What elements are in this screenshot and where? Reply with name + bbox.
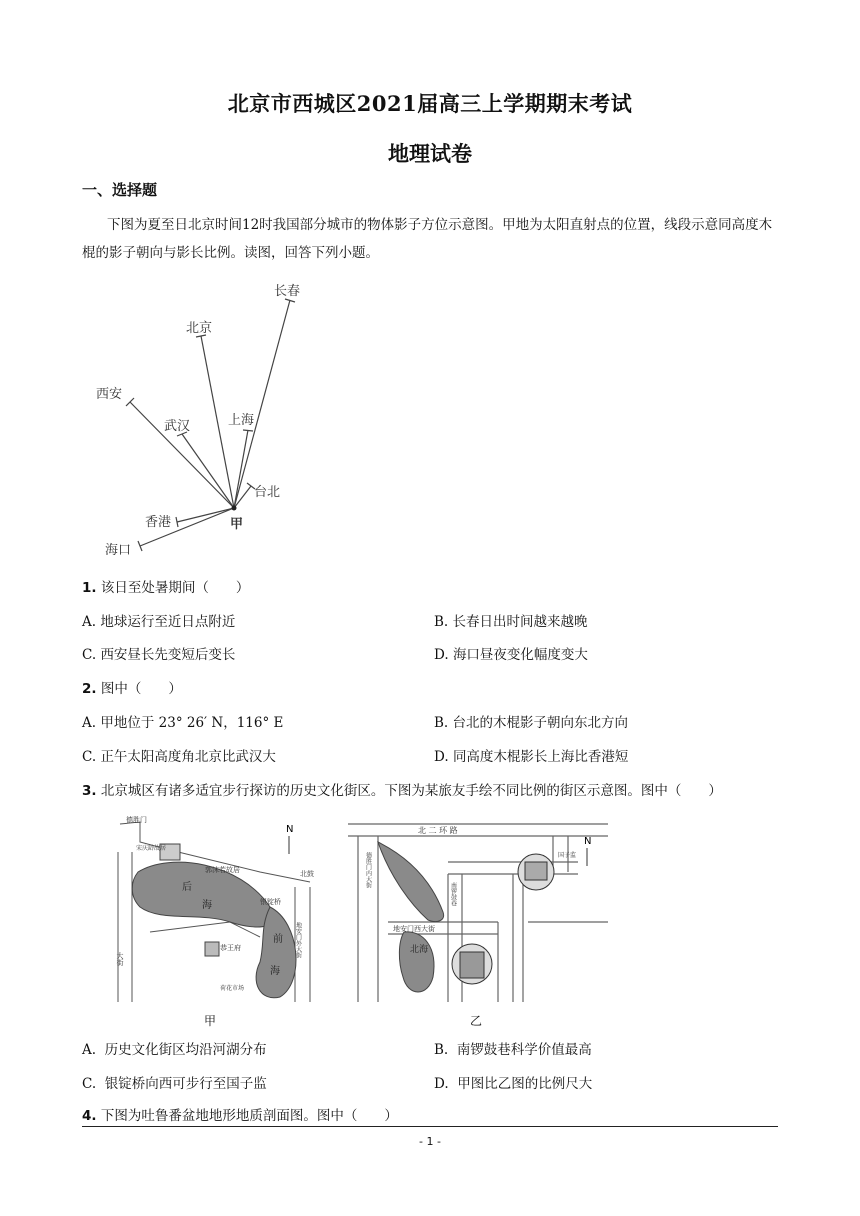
q3-option-c: C. 银锭桥向西可步行至国子监	[82, 1076, 267, 1092]
question-1	[82, 576, 249, 596]
map-b-lane: 南锣鼓巷	[449, 882, 457, 906]
map-a-lake-upper: 后	[182, 882, 192, 893]
map-b-north: N	[584, 836, 592, 847]
q3-option-a: A. 历史文化街区均沿河湖分布	[82, 1042, 267, 1058]
q1-option-a: A. 地球运行至近日点附近	[82, 614, 236, 630]
q2-option-a: A. 甲地位于 23° 26′ N，116° E	[82, 715, 284, 731]
map-a-misc1: 宋庆龄故居	[136, 845, 167, 852]
map-jia	[110, 812, 330, 1012]
q1-option-c: C. 西安昼长先变短后变长	[82, 647, 236, 663]
map-b-ring-road: 北 二 环 路	[418, 826, 458, 835]
page-title: 北京市西城区2021届高三上学期期末考试	[227, 91, 633, 116]
q3-option-d: D. 甲图比乙图的比例尺大	[434, 1076, 593, 1092]
city-label-changchun: 长春	[274, 284, 301, 299]
map-yi	[348, 812, 608, 1007]
q3-option-b: B. 南锣鼓巷科学价值最高	[434, 1042, 592, 1058]
map-a-palace1: 恭王府	[220, 944, 241, 952]
map-a-gate: 德胜门	[126, 816, 147, 824]
page-number: - 1 -	[419, 1135, 441, 1148]
map-b-lake: 北海	[410, 945, 429, 955]
city-label-taipei: 台北	[254, 485, 281, 500]
map-b-street1: 德胜门内大街	[364, 852, 372, 888]
city-label-wuhan: 武汉	[164, 419, 191, 434]
map-b-caption: 乙	[470, 1014, 483, 1028]
map-a-bridge: 银锭桥	[260, 898, 281, 906]
map-a-palace2: 郭沫若故居	[205, 866, 240, 874]
map-a-north: N	[286, 824, 294, 835]
city-label-xian: 西安	[96, 387, 123, 402]
map-a-drum: 北鼓	[300, 870, 314, 878]
map-a-lake-upper-2: 海	[202, 900, 212, 911]
page-subtitle: 地理试卷	[388, 141, 472, 166]
city-label-beijing: 北京	[186, 321, 213, 336]
q1-option-b: B. 长春日出时间越来越晚	[434, 614, 588, 630]
shadow-diagram	[90, 280, 320, 560]
map-a-lake-lower-2: 海	[270, 966, 280, 977]
question-text: 该日至处暑期间（ ）	[100, 580, 250, 596]
footer-divider	[82, 1126, 778, 1127]
map-a-caption: 甲	[204, 1014, 217, 1028]
center-label-jia: 甲	[230, 517, 244, 532]
city-label-shanghai: 上海	[228, 413, 255, 428]
city-label-haikou: 海口	[105, 543, 132, 558]
city-label-hongkong: 香港	[145, 515, 172, 530]
q2-option-d: D. 同高度木棍影长上海比香港短	[434, 749, 629, 765]
question-3: 3. 北京城区有诸多适宜步行探访的历史文化街区。下图为某旅友手绘不同比例的街区示意图。图中（ ）	[82, 783, 722, 799]
intro-paragraph: 下图为夏至日北京时间12时我国部分城市的物体影子方位示意图。甲地为太阳直射点的位置，线段示意同高度木棍的影子朝向与影长比例。读图，回答下列小题。	[82, 217, 773, 261]
map-a-road-a: 地安门外大街	[294, 922, 302, 958]
map-b-guozijian: 国子监	[558, 852, 577, 859]
question-2: 2. 图中（ ）	[82, 681, 182, 697]
q2-option-b: B. 台北的木棍影子朝向东北方向	[434, 715, 629, 731]
question-4: 4. 下图为吐鲁番盆地地形地质剖面图。图中（ ）	[82, 1108, 398, 1124]
q2-option-c: C. 正午太阳高度角北京比武汉大	[82, 749, 276, 765]
map-b-street2: 地安门西大街	[393, 925, 435, 933]
section-heading: 一、选择题	[82, 181, 158, 199]
question-number: 1.	[82, 580, 97, 596]
map-a-lake-lower: 前	[273, 934, 283, 945]
q1-option-d: D. 海口昼夜变化幅度变大	[434, 647, 588, 663]
map-a-road-b: 大街	[116, 952, 124, 966]
map-a-misc2: 荷花市场	[220, 985, 245, 992]
